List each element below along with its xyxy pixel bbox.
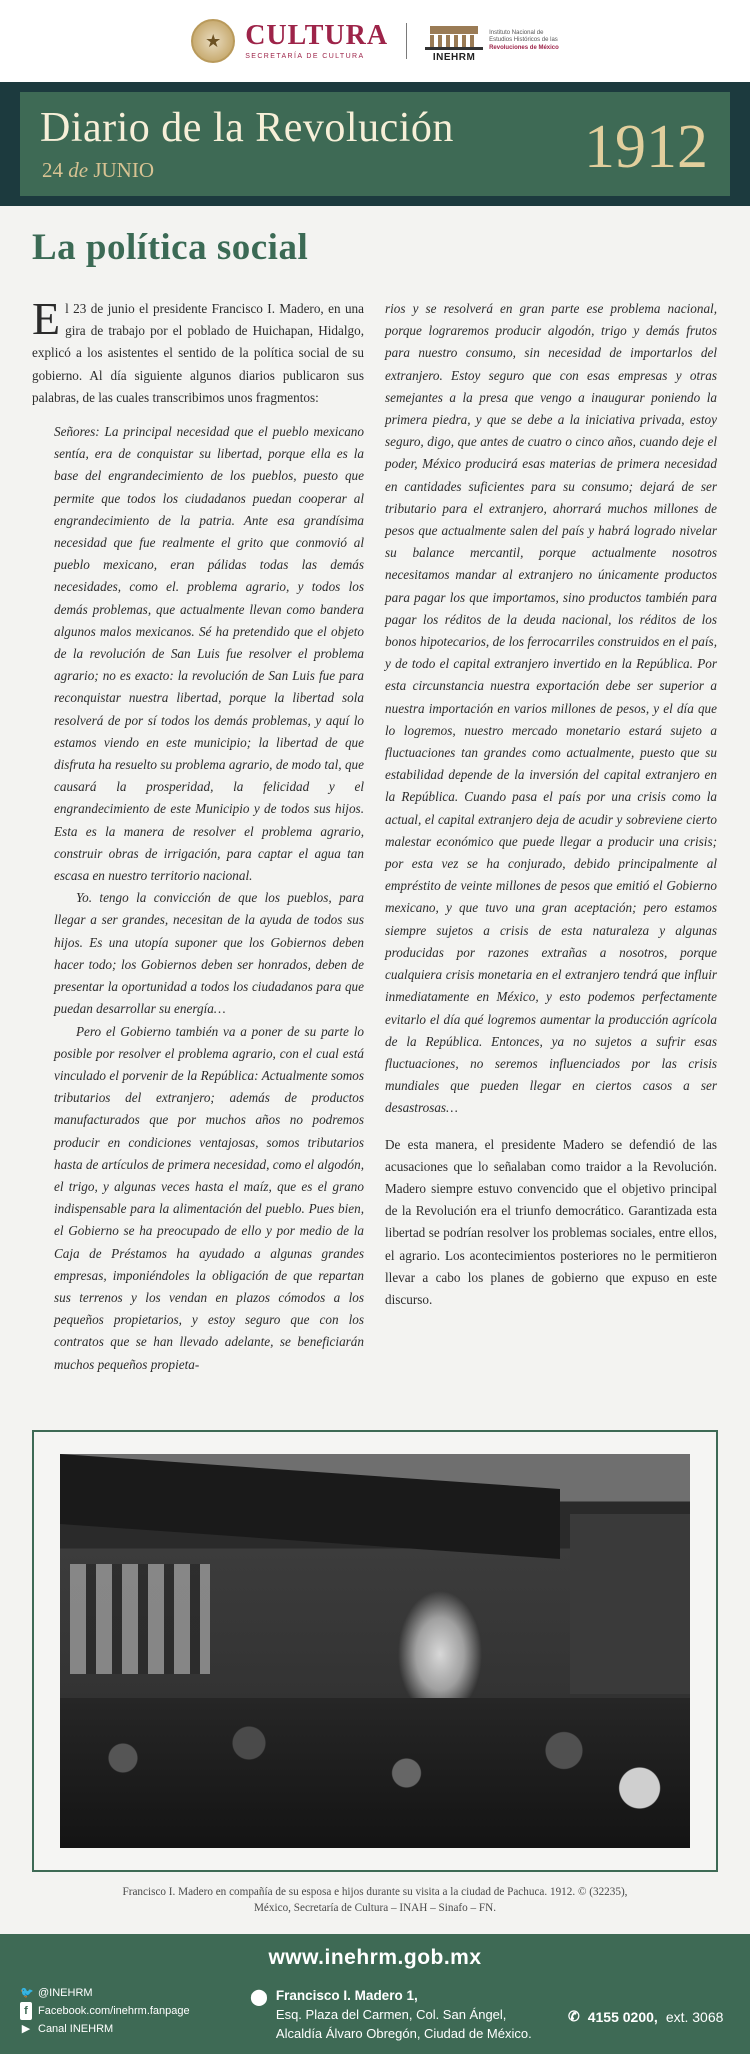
twitter-link[interactable]: 🐦 @INEHRM [20, 1984, 190, 2002]
footer [0, 1934, 750, 2054]
page-title: Diario de la Revolución [40, 105, 454, 151]
inehrm-fullname: Instituto Nacional de Estudios Históricos de las Revoluciones de México [489, 30, 559, 51]
quote-paragraph: rios y se resolverá en gran parte ese problema nacional, porque lograremos producir algodón, trigo y demás frutos para nuestro consumo, sin necesidad de importarlos del extranjero. Estoy seguro que con esas empresas y otras semejantes a la presa que vengo a inaugurar poniendo la primera piedra, y que se debe a la iniciativa privada, estoy seguro, digo, que antes de cuatro o cinco años, cuando deje el poder, México producirá esas materias de primera necesidad en cantidades suficientes para su consumo; dejará de ser tributario para el extranjero, ahorrará muchos millones de pesos que actualmente salen del país y habrá logrado nivelar su balance mercantil, porque actualmente nosotros necesitamos mandar al extranjero no únicamente productos para pagar los que importamos, sino productos también para pagar los réditos de la deuda nacional, los réditos de los bonos hipotecarios, de los ferrocarriles construidos en el país, y de todo el capital extranjero invertido en la República. Por esta circunstancia nuestra exportación debe ser superior a nuestra importación en varios millones de pesos, y el día que lo logremos, nuestro mercado monetario estará sujeto a fluctuaciones tan grandes como actualmente, puesto que su estabilidad depende de la inversión del capital extranjero en la República. Cuando pasa el país por una crisis como la actual, el capital extranjero deja de acudir y sobreviene cierto malestar económico que puede llegar a producir una crisis; por esta vez se ha conjurado, debido principalmente al empréstito de veinte millones de pesos que emitió el Gobierno mexicano, y que tuvo una gran aceptación; pero estamos siempre sujetos a crisis de esta naturaleza y algunas producidas por razones extrañas a nosotros, porque cualquiera crisis monetaria en el extranjero tendrá que influir inmediatamente en México, y esto podemos perfectamente evitarlo el día qué logremos aumentar la producción agrícola de la República. Entonces, ya no sujetos a sufrir esas fluctuaciones, no seremos influenciados por las crisis mundiales que pueden llegar en ciertos casos a ser desastrosas… [385, 301, 717, 1116]
address: ⬤ Francisco I. Madero 1, Esq. Plaza del Carmen, Col. San Ángel, Alcaldía Álvaro Obregón, Ciudad de México. [250, 1988, 532, 2041]
cultura-subtitle: SECRETARÍA DE CULTURA [245, 53, 365, 60]
inehrm-logo [425, 20, 559, 63]
facebook-link[interactable]: f Facebook.com/inehrm.fanpage [20, 2002, 190, 2020]
quote-paragraph: Yo. tengo la convicción de que los pueblos, para llegar a ser grandes, necesitan de la ayuda de todos sus hijos. Es una utopía suponer que los Gobiernos deben hacer todo; los Gobiernos deben ser honrados, deben de presentar la oportunidad a todos los ciudadanos para que puedan desarrollar su energía… [54, 890, 364, 1017]
header-year: 1912 [584, 113, 708, 181]
article-title: La política social [32, 227, 309, 268]
header-date: 24 de JUNIO [42, 158, 154, 182]
building-icon [425, 20, 483, 50]
article-column-left [32, 293, 364, 1376]
photo-frame [32, 1430, 718, 1872]
photo-caption: Francisco I. Madero en compañía de su esposa e hijos durante su visita a la ciudad de Pachuca. 1912. © (32235), México, Secretaría de Cultura – INAH – Sinafo – FN. [122, 1886, 628, 1914]
location-pin-icon: ⬤ [250, 1989, 268, 2006]
drop-cap: E [32, 293, 61, 344]
inehrm-acronym: INEHRM [432, 51, 476, 63]
logo-bar [0, 0, 750, 82]
article-closing: De esta manera, el presidente Madero se defendió de las acusaciones que lo señalaban como traidor a la Revolución. Madero siempre estuvo convencido que el objetivo principal de la Revolución era el triunfo democrático. Garantizada esta libertad se podrían resolver los problemas sociales, entre ellos, el agrario. Los acontecimientos posteriores no le permitieron llevar a cabo los planes de gobierno que expuso en este discurso. [385, 1136, 717, 1307]
quote-paragraph: Pero el Gobierno también va a poner de su parte lo posible por resolver el problema agrario, con el cual está vinculado el porvenir de la República: Actualmente somos tributarios del extranjero; además de productos manufacturados que por muchos años no podremos producir en condiciones ventajosas, somos tributarios hasta de artículos de primera necesidad, como el algodón, el trigo, y algunas veces hasta el maíz, que es el grano indispensable para la alimentación del pueblo. Pues bien, el Gobierno se ha preocupado de ello y por medio de la Caja de Préstamos ha ayudado a algunas grandes empresas, imponiéndoles la obligación de que repartan sus terrenos y los vendan en plazos cómodos a los pequeños propietarios, y estoy seguro que con los contratos que se han llevado adelante, se beneficiarán muchos pequeños propieta- [54, 1023, 364, 1372]
phone-icon: ✆ [568, 2008, 580, 2024]
cultura-logo [191, 19, 388, 63]
mexico-seal-icon: ★ [191, 19, 235, 63]
article-column-right [385, 298, 717, 1311]
quote-paragraph: Señores: La principal necesidad que el pueblo mexicano sentía, era de conquistar su libertad, porque ella es la base del engrandecimiento de los pueblos, puesto que permite que todos los ciudadanos puedan cooperar al engrandecimiento de la patria. Ante esa grandísima necesidad que fue realmente el grito que conmovió al pueblo mexicano, eran pálidas todas las demás necesidades, como el. problema agrario, y todos los demás problemas, que actualmente llevan como bandera algunos malos mexicanos. Sé ha pretendido que el objeto de la revolución de San Luis fue resolver el problema agrario; no es exacto: la revolución de San Luis fue para reconquistar nuestra libertad, porque la libertad sola resolverá de por sí todos los demás problemas, y aquí lo estamos viendo en este municipio; la libertad de que disfruta ha resuelto su problema agrario, de modo tal, que causará la prosperidad, la felicidad y el engrandecimiento de este Municipio y de todos sus hijos. Esta es la manera de resolver el problema agrario, construir obras de irrigación, para captar el agua tan escasa en nuestro territorio nacional. [54, 424, 364, 884]
logo-divider [406, 23, 407, 59]
phone-number[interactable]: ✆ 4155 0200, ext. 3068 [568, 2008, 724, 2025]
website-link[interactable]: www.inehrm.gob.mx [268, 1946, 482, 1969]
twitter-icon: 🐦 [20, 1987, 34, 1999]
youtube-icon: ▶ [21, 2023, 31, 2035]
social-links [20, 1984, 190, 2038]
facebook-icon: f [20, 2002, 32, 2020]
speech-quote [32, 421, 364, 1376]
header-panel [20, 92, 730, 196]
cultura-wordmark: CULTURA [245, 20, 389, 51]
article-intro: El 23 de junio el presidente Francisco I. Madero, en una gira de trabajo por el poblado de Huichapan, Hidalgo, explicó a los asistentes el sentido de la política social de su gobierno. Al día siguiente algunos diarios publicaron sus palabras, de las cuales transcribimos unos fragmentos: [32, 293, 364, 405]
historical-photo [60, 1454, 690, 1848]
speech-quote-continued [385, 298, 717, 1120]
header-band [0, 82, 750, 206]
youtube-link[interactable]: ▶ Canal INEHRM [20, 2020, 190, 2038]
